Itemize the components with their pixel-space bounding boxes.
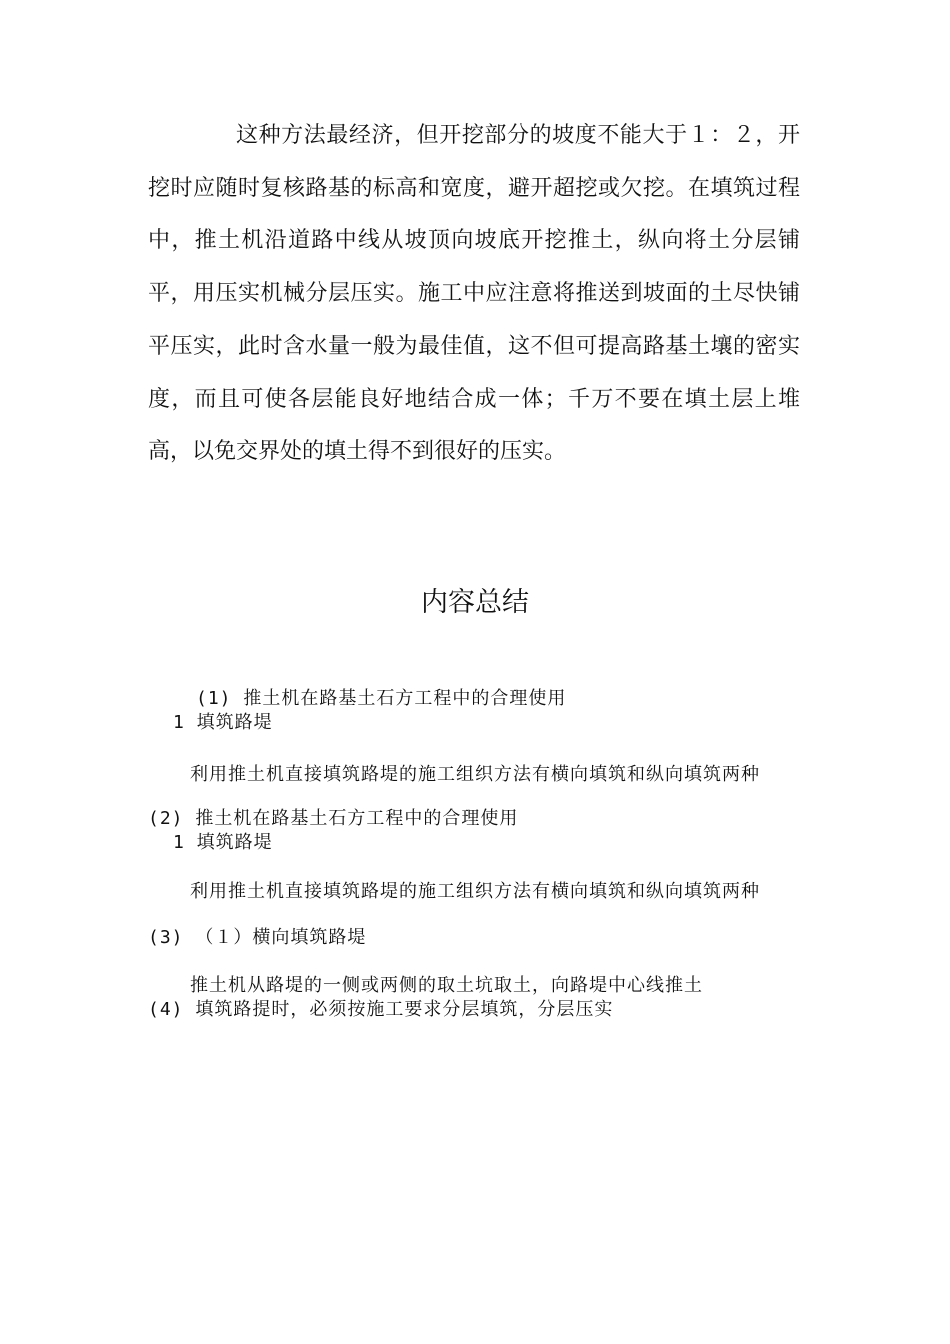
summary-item-3-heading: (3) （１）横向填筑路堤: [148, 927, 367, 948]
summary-item-1-subheading: 1 填筑路堤: [173, 712, 273, 733]
summary-title: 内容总结: [421, 587, 529, 618]
summary-item-1-text: 利用推土机直接填筑路堤的施工组织方法有横向填筑和纵向填筑两种: [190, 764, 760, 785]
summary-item-3-text: 推土机从路堤的一侧或两侧的取土坑取土，向路堤中心线推土: [190, 975, 703, 996]
summary-item-2-text: 利用推土机直接填筑路堤的施工组织方法有横向填筑和纵向填筑两种: [190, 881, 760, 902]
summary-item-4-heading: (4) 填筑路提时，必须按施工要求分层填筑，分层压实: [148, 999, 614, 1020]
summary-item-1-heading: (1) 推土机在路基土石方工程中的合理使用: [196, 688, 567, 709]
summary-item-2-subheading: 1 填筑路堤: [173, 832, 273, 853]
summary-item-2-heading: (2) 推土机在路基土石方工程中的合理使用: [148, 808, 519, 829]
body-paragraph: 这种方法最经济，但开挖部分的坡度不能大于１：２，开挖时应随时复核路基的标高和宽度，避开超挖或欠挖。在填筑过程中，推土机沿道路中线从坡顶向坡底开挖推土，纵向将土分层铺平，用压实机械分层压实。施工中应注意将推送到坡面的土尽快铺平压实，此时含水量一般为最佳值，这不但可提高路基土壤的密实度，而且可使各层能良好地结合成一体；千万不要在填土层上堆高，以免交界处的填土得不到很好的压实。: [148, 123, 800, 465]
